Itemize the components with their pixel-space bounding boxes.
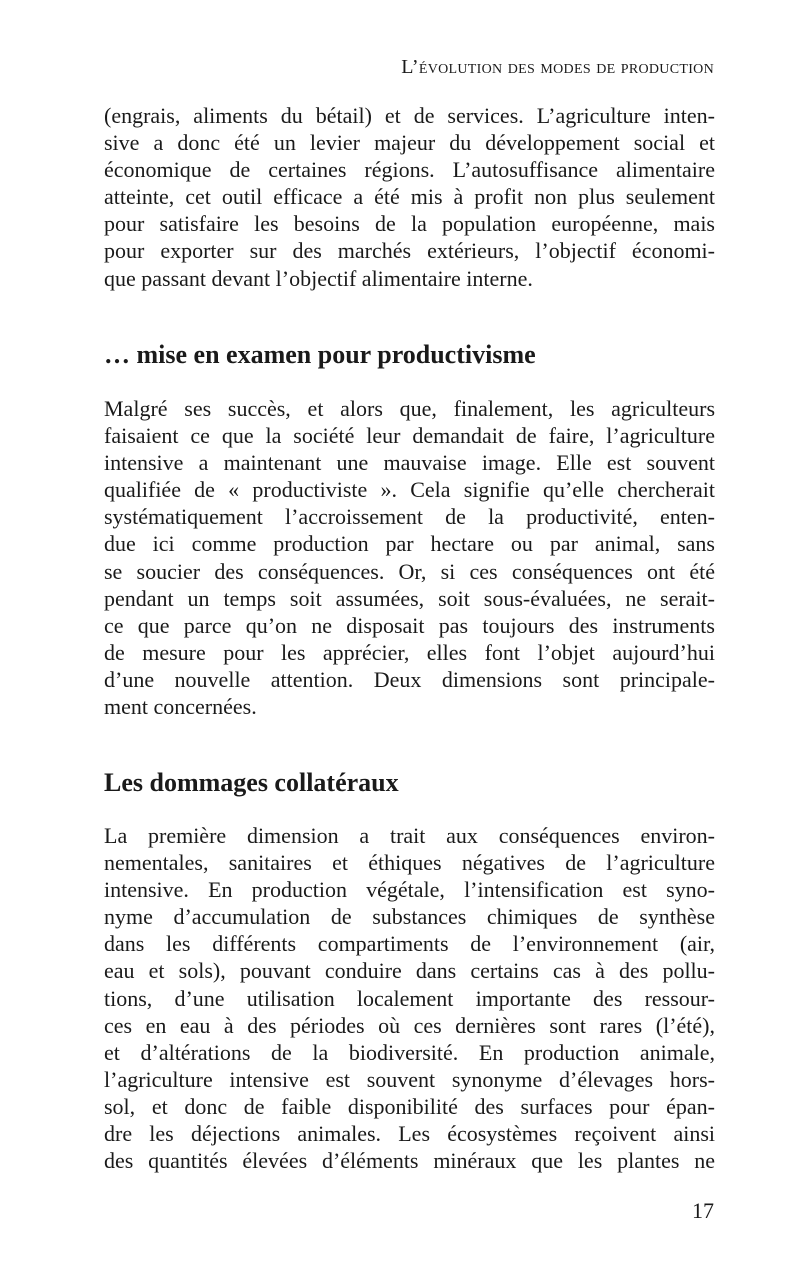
text-line: (engrais, aliments du bétail) et de services. L’agriculture inten- bbox=[104, 103, 715, 128]
text-line: ment concernées. bbox=[104, 694, 257, 720]
page-number: 17 bbox=[692, 1198, 714, 1223]
text-line: et d’altérations de la biodiversité. En production animale, bbox=[104, 1039, 715, 1065]
text-line: due ici comme production par hectare ou par animal, sans bbox=[104, 531, 715, 557]
text-line: faisaient ce que la société leur demandait de faire, l’agriculture bbox=[104, 423, 715, 449]
text-line: pendant un temps soit assumées, soit sous-évaluées, ne serait- bbox=[104, 585, 715, 611]
text-line: systématiquement l’accroissement de la productivité, enten- bbox=[104, 504, 715, 530]
text-line: dre les déjections animales. Les écosystèmes reçoivent ainsi bbox=[104, 1121, 715, 1147]
text-line: pour satisfaire les besoins de la population européenne, mais bbox=[104, 211, 715, 237]
text-line: Malgré ses succès, et alors que, finalement, les agriculteurs bbox=[104, 396, 715, 421]
text-line: nementales, sanitaires et éthiques négatives de l’agriculture bbox=[104, 850, 715, 876]
text-line: sol, et donc de faible disponibilité des surfaces pour épan- bbox=[104, 1093, 715, 1119]
text-line: La première dimension a trait aux conséquences environ- bbox=[104, 823, 715, 848]
text-line: sive a donc été un levier majeur du développement social et bbox=[104, 130, 715, 156]
text-line: intensive a maintenant une mauvaise image. Elle est souvent bbox=[104, 450, 715, 476]
text-line: atteinte, cet outil efficace a été mis à profit non plus seulement bbox=[104, 184, 715, 210]
running-head: L’évolution des modes de production bbox=[401, 56, 714, 78]
text-line: de mesure pour les apprécier, elles font l’objet aujourd’hui bbox=[104, 639, 715, 665]
text-line: d’une nouvelle attention. Deux dimensions sont principale- bbox=[104, 666, 715, 692]
text-line: ce que parce qu’on ne disposait pas toujours des instruments bbox=[104, 612, 715, 638]
text-line: l’agriculture intensive est souvent synonyme d’élevages hors- bbox=[104, 1066, 715, 1092]
text-line: économique de certaines régions. L’autosuffisance alimentaire bbox=[104, 157, 715, 183]
text-line: pour exporter sur des marchés extérieurs, l’objectif économi- bbox=[104, 238, 715, 264]
text-line: qualifiée de « productiviste ». Cela signifie qu’elle chercherait bbox=[104, 477, 715, 503]
paragraph-2 bbox=[104, 395, 715, 720]
paragraph-3 bbox=[104, 822, 715, 1174]
text-line: dans les différents compartiments de l’environnement (air, bbox=[104, 931, 715, 957]
text-line: nyme d’accumulation de substances chimiques de synthèse bbox=[104, 904, 715, 930]
text-line: que passant devant l’objectif alimentaire interne. bbox=[104, 265, 533, 291]
text-line: ces en eau à des périodes où ces dernières sont rares (l’été), bbox=[104, 1012, 715, 1038]
section-heading-productivisme: … mise en examen pour productivisme bbox=[104, 340, 536, 369]
text-line: eau et sols), pouvant conduire dans certains cas à des pollu- bbox=[104, 958, 715, 984]
text-line: des quantités élevées d’éléments minéraux que les plantes ne bbox=[104, 1148, 715, 1174]
paragraph-1 bbox=[104, 102, 715, 292]
section-heading-dommages: Les dommages collatéraux bbox=[104, 768, 399, 797]
text-line: intensive. En production végétale, l’intensification est syno- bbox=[104, 877, 715, 903]
text-line: se soucier des conséquences. Or, si ces conséquences ont été bbox=[104, 558, 715, 584]
text-line: tions, d’une utilisation localement importante des ressour- bbox=[104, 985, 715, 1011]
